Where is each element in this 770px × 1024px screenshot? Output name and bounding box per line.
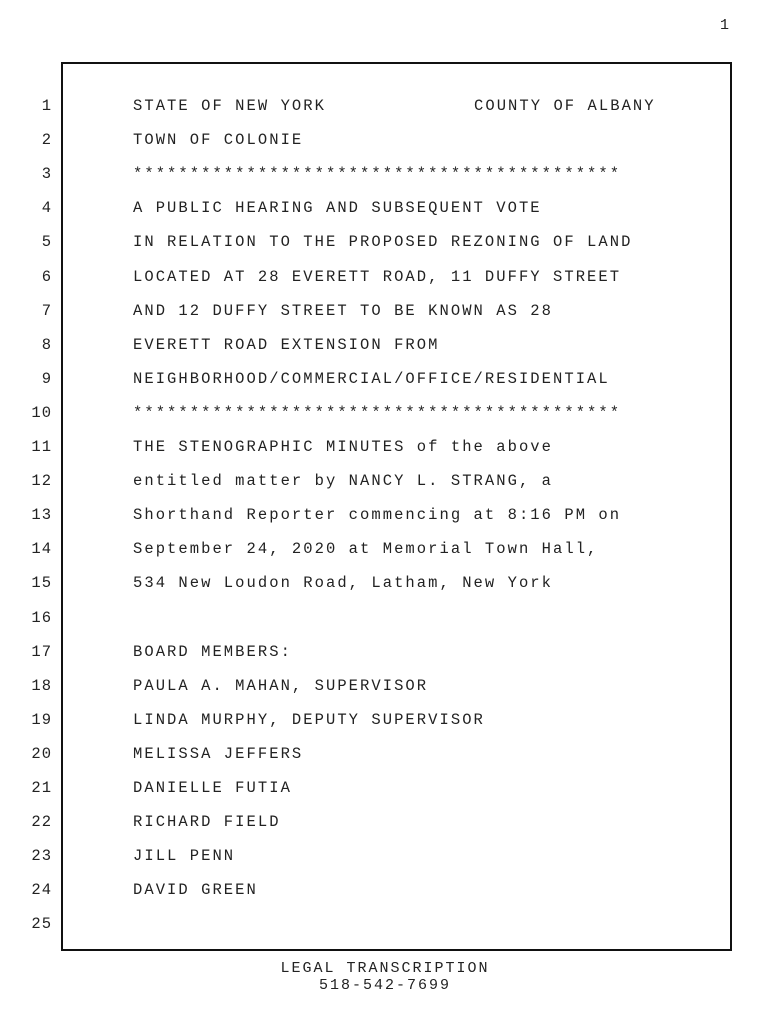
transcript-line <box>0 573 770 607</box>
line-text-main: entitled matter by NANCY L. STRANG, a <box>133 472 554 491</box>
line-text <box>133 846 235 866</box>
transcript-line <box>0 96 770 130</box>
line-number: 18 <box>31 676 52 695</box>
line-number: 9 <box>41 369 52 388</box>
transcript-line <box>0 880 770 914</box>
line-text <box>133 164 621 184</box>
line-text-main: DAVID GREEN <box>133 881 258 900</box>
line-number: 5 <box>41 233 52 252</box>
line-text <box>133 778 292 798</box>
line-text <box>133 198 542 218</box>
line-number: 19 <box>31 710 52 729</box>
footer-phone: 518-542-7699 <box>318 977 452 994</box>
line-text-main: DANIELLE FUTIA <box>133 779 292 797</box>
line-text <box>133 96 656 116</box>
line-text-main: A PUBLIC HEARING AND SUBSEQUENT VOTE <box>133 199 542 218</box>
line-number: 4 <box>41 199 52 218</box>
transcript-line <box>0 914 770 948</box>
line-text-main: AND 12 DUFFY STREET TO BE KNOWN AS 28 <box>133 301 554 320</box>
page-number: 1 <box>719 17 730 34</box>
line-text-main: BOARD MEMBERS: <box>133 642 292 661</box>
line-text-main: MELISSA JEFFERS <box>133 744 304 763</box>
line-number: 17 <box>31 642 52 661</box>
line-text-main: Shorthand Reporter commencing at 8:16 PM on <box>133 506 622 525</box>
line-text <box>133 335 440 355</box>
line-number: 21 <box>31 779 52 797</box>
line-number: 23 <box>31 847 52 866</box>
line-number: 24 <box>31 881 52 900</box>
line-number: 12 <box>31 472 52 491</box>
line-text-main: THE STENOGRAPHIC MINUTES of the above <box>133 438 554 456</box>
line-number: 8 <box>41 335 52 354</box>
line-number: 16 <box>31 608 52 627</box>
line-text-main: LINDA MURPHY, DEPUTY SUPERVISOR <box>133 710 485 729</box>
line-text <box>133 471 553 491</box>
transcript-line <box>0 608 770 642</box>
line-number: 25 <box>31 915 52 934</box>
line-text <box>133 642 292 662</box>
transcript-line <box>0 267 770 301</box>
line-text-main: STATE OF NEW YORK <box>133 97 326 115</box>
transcript-line <box>0 164 770 198</box>
line-number: 14 <box>31 540 52 559</box>
line-text <box>133 539 598 559</box>
transcript-line <box>0 437 770 471</box>
line-text <box>133 267 621 287</box>
line-number: 1 <box>41 97 52 115</box>
line-text <box>133 403 621 423</box>
line-number: 11 <box>31 438 52 456</box>
footer-company: LEGAL TRANSCRIPTION <box>280 960 490 977</box>
line-text <box>133 880 258 900</box>
transcript-line <box>0 335 770 369</box>
line-text <box>133 744 303 764</box>
line-text-main: TOWN OF COLONIE <box>133 131 304 150</box>
line-text-right: COUNTY OF ALBANY <box>474 97 656 115</box>
line-number: 10 <box>31 403 52 422</box>
transcript-line <box>0 812 770 846</box>
transcript-line <box>0 130 770 164</box>
line-text-main: September 24, 2020 at Memorial Town Hall, <box>133 540 599 559</box>
line-number: 15 <box>31 574 52 593</box>
line-text-main: IN RELATION TO THE PROPOSED REZONING OF LAND <box>133 233 633 252</box>
transcript-line <box>0 301 770 335</box>
transcript-line <box>0 403 770 437</box>
transcript-line <box>0 539 770 573</box>
line-text <box>133 130 303 150</box>
line-text-main: JILL PENN <box>133 847 236 866</box>
line-text-main: PAULA A. MAHAN, SUPERVISOR <box>133 676 429 695</box>
line-text-main: ******************************************* <box>133 165 622 184</box>
line-number: 2 <box>41 131 52 150</box>
transcript-line <box>0 846 770 880</box>
line-text <box>133 505 621 525</box>
line-number: 6 <box>41 267 52 286</box>
line-text-main: 534 New Loudon Road, Latham, New York <box>133 574 554 593</box>
line-text <box>133 301 553 321</box>
transcript-line <box>0 198 770 232</box>
transcript-line <box>0 778 770 812</box>
line-text <box>133 232 632 252</box>
line-text <box>133 369 610 389</box>
line-number: 22 <box>31 813 52 832</box>
line-text-main: LOCATED AT 28 EVERETT ROAD, 11 DUFFY STREET <box>133 267 622 286</box>
transcript-line <box>0 232 770 266</box>
transcript-line <box>0 505 770 539</box>
line-text <box>133 676 428 696</box>
line-text-main: RICHARD FIELD <box>133 813 281 832</box>
line-text <box>133 710 485 730</box>
line-number: 7 <box>41 301 52 320</box>
line-text <box>133 573 553 593</box>
footer <box>0 960 770 994</box>
line-text-main: NEIGHBORHOOD/COMMERCIAL/OFFICE/RESIDENTIAL <box>133 369 610 388</box>
line-number: 3 <box>41 165 52 184</box>
transcript-line <box>0 369 770 403</box>
transcript-line <box>0 676 770 710</box>
transcript-line <box>0 471 770 505</box>
line-number: 20 <box>31 744 52 763</box>
line-text-main: EVERETT ROAD EXTENSION FROM <box>133 335 440 354</box>
transcript-line <box>0 744 770 778</box>
transcript-line <box>0 642 770 676</box>
line-text-main: ******************************************* <box>133 403 622 422</box>
line-text <box>133 437 553 457</box>
line-number: 13 <box>31 506 52 525</box>
transcript-line <box>0 710 770 744</box>
line-text <box>133 812 281 832</box>
